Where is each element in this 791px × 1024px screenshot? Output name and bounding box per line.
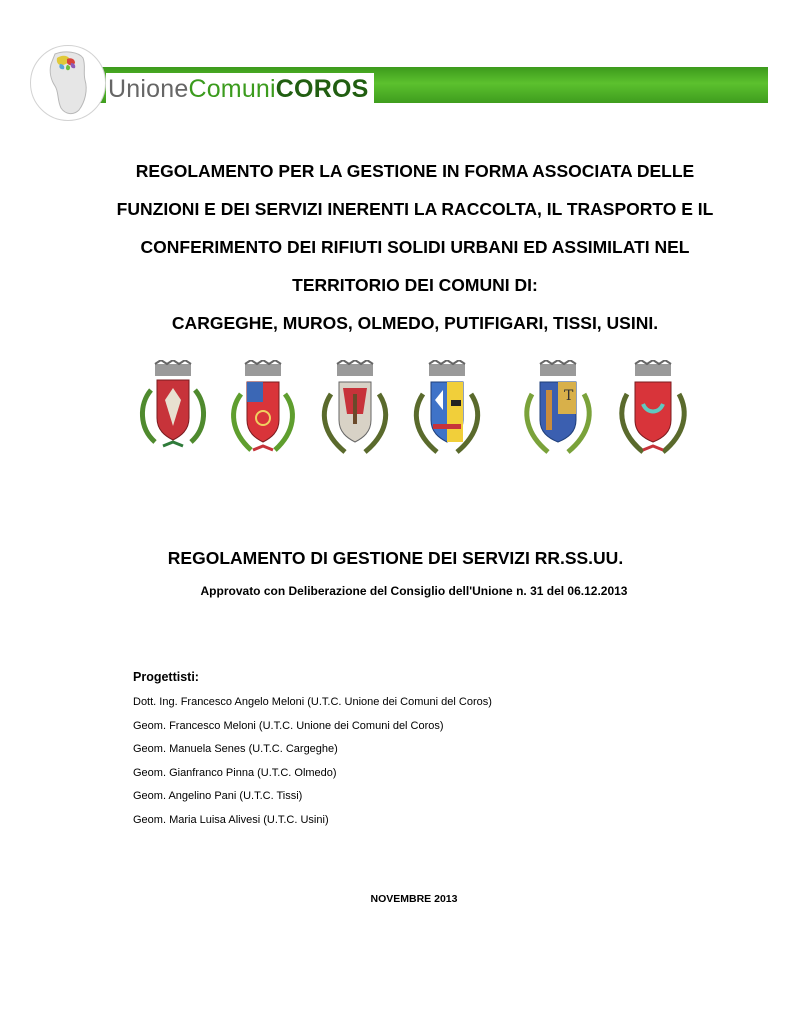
union-logo-wordmark bbox=[106, 73, 374, 107]
title-line-municipalities: CARGEGHE, MUROS, OLMEDO, PUTIFIGARI, TISSI, USINI. bbox=[171, 313, 659, 333]
tissi-coat-of-arms-icon bbox=[518, 360, 598, 460]
designers-heading: Progettisti: bbox=[133, 670, 199, 684]
muros-coat-of-arms-icon bbox=[223, 360, 303, 460]
title-line: FUNZIONI E DEI SERVIZI INERENTI LA RACCOLTA, IL TRASPORTO E IL bbox=[116, 199, 714, 219]
designer-item: Geom. Manuela Senes (U.T.C. Cargeghe) bbox=[133, 743, 338, 756]
approval-note: Approvato con Deliberazione del Consiglio dell'Unione n. 31 del 06.12.2013 bbox=[200, 584, 628, 598]
title-line: REGOLAMENTO PER LA GESTIONE IN FORMA ASSOCIATA DELLE bbox=[135, 161, 695, 181]
olmedo-coat-of-arms-icon bbox=[315, 360, 395, 460]
designer-item: Geom. Gianfranco Pinna (U.T.C. Olmedo) bbox=[133, 766, 337, 779]
logo-word-coros: COROS bbox=[275, 75, 369, 103]
designer-item: Geom. Francesco Meloni (U.T.C. Unione dei Comuni del Coros) bbox=[133, 719, 444, 732]
designer-item: Geom. Angelino Pani (U.T.C. Tissi) bbox=[133, 790, 303, 803]
designers-section bbox=[133, 670, 492, 837]
svg-text:T: T bbox=[564, 388, 574, 404]
sardinia-map-logo-icon bbox=[30, 45, 106, 121]
logo-word-unione: Unione bbox=[108, 75, 189, 103]
main-title bbox=[50, 152, 780, 342]
designer-item: Geom. Maria Luisa Alivesi (U.T.C. Usini) bbox=[133, 813, 329, 826]
municipal-crests-row bbox=[133, 360, 703, 460]
logo-word-comuni: Comuni bbox=[188, 75, 276, 103]
regulation-title: REGOLAMENTO DI GESTIONE DEI SERVIZI RR.SS.UU. bbox=[167, 548, 624, 568]
cargeghe-coat-of-arms-icon bbox=[133, 360, 213, 460]
document-date: NOVEMBRE 2013 bbox=[370, 893, 458, 905]
title-line: TERRITORIO DEI COMUNI DI: bbox=[292, 275, 538, 295]
title-line: CONFERIMENTO DEI RIFIUTI SOLIDI URBANI ED ASSIMILATI NEL bbox=[140, 237, 690, 257]
putifigari-coat-of-arms-icon bbox=[407, 360, 487, 460]
designer-item: Dott. Ing. Francesco Angelo Meloni (U.T.C. Unione dei Comuni del Coros) bbox=[133, 696, 492, 708]
usini-coat-of-arms-icon bbox=[613, 360, 693, 460]
